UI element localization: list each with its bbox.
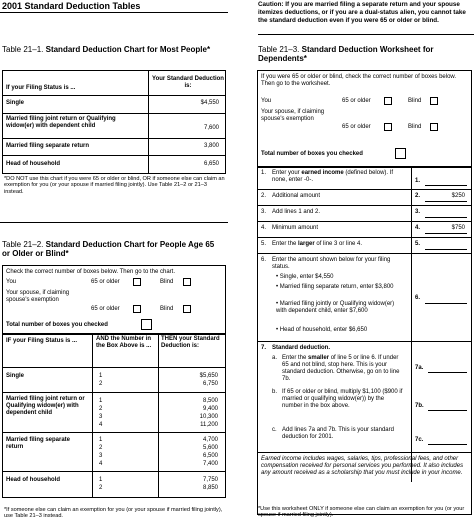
t2-single-n2: 2 xyxy=(99,381,103,387)
t2-joint-a4: 11,200 xyxy=(200,422,218,428)
t3-spouse-blind-label: Blind xyxy=(408,124,422,130)
t2-joint-n1: 1 xyxy=(99,398,103,404)
t3-line5-text xyxy=(272,241,408,248)
t2-total-box[interactable] xyxy=(141,319,152,330)
t2-joint-status: Married filing joint return or Qualifying widow(er) with dependent child xyxy=(6,396,85,416)
t2-hoh-status: Head of household xyxy=(6,477,60,483)
t2-hoh-a2: 8,850 xyxy=(202,485,218,491)
t3-line6-num: 6. xyxy=(261,257,267,263)
table-21-2-title: Standard Deduction Chart for People Age 65 or Older or Blind* xyxy=(2,240,215,259)
table-21-1-footnote: *DO NOT use this chart if you were 65 or older or blind, OR if someone else can claim an exemption for you (or your spouse if married filing jointly). Use Table 21–2 or 21–3 instead. xyxy=(4,176,225,195)
t2-joint-n2: 2 xyxy=(99,406,103,412)
t2-col3-header: THEN your Standard Deduction is: xyxy=(161,336,220,349)
table-21-1-col2-header: Your Standard Deduction is: xyxy=(152,76,224,89)
t3-line7a-ref: 7a. xyxy=(415,365,424,371)
table-21-3-footnote: *Use this worksheet ONLY if someone else can claim an exemption for you (or your spouse if married filing jointly). xyxy=(258,506,465,519)
t3-total-box[interactable] xyxy=(395,148,406,159)
t2-col2-header: AND the Number in the Box Above is ... xyxy=(96,336,152,349)
t3-spouse-age-label: 65 or older xyxy=(342,124,371,130)
t3-line7a-bold: smaller xyxy=(308,355,330,361)
t2-spouse-blind-checkbox[interactable] xyxy=(183,305,191,313)
t3-line2-ref: 2. xyxy=(415,193,421,199)
table-21-1-heading xyxy=(2,45,222,54)
t3-line7c-ref: 7c. xyxy=(415,437,424,443)
t2-col1-header: IF your Filing Status is ... xyxy=(6,338,78,344)
table-21-1 xyxy=(2,70,226,174)
table-21-1-label: Table 21–1. xyxy=(2,45,44,54)
t2-separate-a2: 5,600 xyxy=(202,445,218,451)
t2-single-status: Single xyxy=(6,373,25,379)
t3-line4-num: 4. xyxy=(261,225,267,231)
t2-total-label: Total number of boxes you checked xyxy=(6,322,108,328)
t3-you-blind-checkbox[interactable] xyxy=(430,97,438,105)
table-21-3-heading xyxy=(258,45,472,63)
t2-hoh-n2: 2 xyxy=(99,485,103,491)
t3-line7-title: Standard deduction. xyxy=(272,345,331,351)
t3-line4-ref: 4. xyxy=(415,225,421,231)
t3-line3-text: Add lines 1 and 2. xyxy=(272,209,321,215)
page-title: 2001 Standard Deduction Tables xyxy=(2,1,141,11)
t2-joint-a3: 10,300 xyxy=(199,414,218,420)
t3-line7a-letter: a. xyxy=(272,355,278,361)
t3-line2-text: Additional amount xyxy=(272,193,321,199)
t3-line1-ref: 1. xyxy=(415,178,421,184)
t2-joint-n3: 3 xyxy=(99,414,103,420)
table-21-3-label: Table 21–3. xyxy=(258,45,300,54)
t3-line6-bullet-2-text: Married filing separate return, enter $3,800 xyxy=(279,284,394,290)
t3-line5-bold: larger xyxy=(298,241,315,247)
t3-line7-num: 7. xyxy=(261,345,267,351)
t3-you-blind-label: Blind xyxy=(408,98,422,104)
t2-separate-n4: 4 xyxy=(99,461,103,467)
t3-line7b-text: If 65 or older or blind, multiply $1,100 ($900 if married or qualifying widow(er)) by the number in the box above. xyxy=(282,389,403,409)
t2-joint-n4: 4 xyxy=(99,422,103,428)
t3-line5-pre: Enter the xyxy=(272,241,299,247)
t3-line2-amt: $250 xyxy=(451,193,465,199)
t1-row-joint-amount: 7,600 xyxy=(203,125,219,131)
t3-line4-amt: $750 xyxy=(451,225,465,231)
t2-you-blind-checkbox[interactable] xyxy=(183,278,191,286)
t3-spouse-blind-checkbox[interactable] xyxy=(430,123,438,131)
caution-note: Caution: If you are married filing a separate return and your spouse itemizes deductions, or if you are a dual-status alien, you cannot take the standard deduction even if you were 65 or older or blind. xyxy=(258,1,466,24)
t2-you-label: You xyxy=(6,279,17,285)
t2-spouse-label: Your spouse, if claiming spouse's exemption xyxy=(6,290,70,303)
t3-spouse-label: Your spouse, if claiming spouse's exemption xyxy=(261,109,325,122)
t1-row-separate-status: Married filing separate return xyxy=(6,143,90,149)
t3-line6-bullet-4-text: Head of household, enter $6,650 xyxy=(279,327,368,333)
table-21-2-heading xyxy=(2,240,224,258)
t3-line3-num: 3. xyxy=(261,209,267,215)
t2-separate-n3: 3 xyxy=(99,453,103,459)
t2-separate-a4: 7,400 xyxy=(202,461,218,467)
t3-line7c-text: Add lines 7a and 7b. This is your standard deduction for 2001. xyxy=(282,427,394,440)
table-21-3 xyxy=(257,70,472,515)
t2-single-a2: 6,750 xyxy=(202,381,218,387)
t3-line6-bullet-4: • Head of household, enter $6,650 xyxy=(276,327,368,333)
t2-spouse-blind-label: Blind xyxy=(160,306,174,312)
t2-joint-a1: 8,500 xyxy=(202,398,218,404)
t3-line3-ref: 3. xyxy=(415,209,421,215)
t3-spouse-age-checkbox[interactable] xyxy=(384,123,392,131)
t2-separate-a1: 4,700 xyxy=(202,437,218,443)
t3-line6-bullet-3-text: Married filing jointly or Qualifying widow(er) with dependent child, enter $7,600 xyxy=(276,301,395,314)
t3-instructions: If you were 65 or older or blind, check the correct number of boxes below. Then go to the worksheet. xyxy=(261,74,457,87)
t1-row-single-amount: $4,550 xyxy=(200,100,219,106)
t3-line7b-letter: b. xyxy=(272,389,278,395)
t3-line1-post: (defined below). If none, enter -0-. xyxy=(272,170,394,183)
t3-line6-bullet-1: • Single, enter $4,550 xyxy=(276,274,334,280)
t2-separate-a3: 6,500 xyxy=(202,453,218,459)
t3-line1-bold: earned income xyxy=(301,170,344,176)
t3-line7b-ref: 7b. xyxy=(415,403,424,409)
t2-spouse-age-checkbox[interactable] xyxy=(133,305,141,313)
t3-earned-income-note: Earned income includes wages, salaries, tips, professional fees, and other compensation received for personal services you performed. It also includes any amount received as a scholarship that you must include in your income. xyxy=(261,456,464,476)
t3-line1-text xyxy=(272,170,408,184)
table-21-1-title: Standard Deduction Chart for Most People* xyxy=(45,45,211,54)
t3-line7a-text xyxy=(282,355,406,383)
t2-you-age-label: 65 or older xyxy=(91,279,120,285)
t3-line2-num: 2. xyxy=(261,193,267,199)
t2-instructions: Check the correct number of boxes below. Then go to the chart. xyxy=(6,269,175,275)
t3-line1-pre: Enter your xyxy=(272,170,302,176)
t1-row-hoh-status: Head of household xyxy=(6,161,60,167)
table-21-1-col1-header: If your Filing Status is ... xyxy=(6,85,76,91)
t1-row-single-status: Single xyxy=(6,100,25,106)
table-21-3-title: Standard Deduction Worksheet for Dependents* xyxy=(258,45,434,64)
t2-hoh-a1: 7,750 xyxy=(202,477,218,483)
t3-line4-text: Minimum amount xyxy=(272,225,319,231)
t3-line7a-pre: Enter the xyxy=(282,355,309,361)
t2-separate-status: Married filing separate return xyxy=(6,437,71,450)
t3-line1-num: 1. xyxy=(261,170,267,176)
t2-single-a1: $5,650 xyxy=(199,373,218,379)
t3-you-age-checkbox[interactable] xyxy=(384,97,392,105)
t3-line5-ref: 5. xyxy=(415,241,421,247)
t3-line6-bullet-1-text: Single, enter $4,550 xyxy=(279,274,334,280)
t3-line6-bullet-2: • Married filing separate return, enter $3,800 xyxy=(276,284,394,290)
t2-separate-n1: 1 xyxy=(99,437,103,443)
t2-you-age-checkbox[interactable] xyxy=(133,278,141,286)
t3-line5-num: 5. xyxy=(261,241,267,247)
table-21-2-label: Table 21–2. xyxy=(2,240,44,249)
t3-line7a-post: of line 5 or line 6. If under 65 and not blind, stop here. This is your standard deduction. Otherwise, go on to line 7b. xyxy=(282,355,400,382)
t2-separate-n2: 2 xyxy=(99,445,103,451)
t1-row-hoh-amount: 6,650 xyxy=(203,161,219,167)
table-21-2-footnote: *If someone else can claim an exemption for you (or your spouse if married filing jointly), use Table 21–3 instead. xyxy=(4,507,223,520)
t3-line7c-letter: c. xyxy=(272,427,277,433)
t3-you-label: You xyxy=(261,98,272,104)
t2-single-n1: 1 xyxy=(99,373,103,379)
t3-line6-ref: 6. xyxy=(415,295,421,301)
t3-total-label: Total number of boxes you checked xyxy=(261,151,363,157)
t3-line6-intro: Enter the amount shown below for your filing status. xyxy=(272,257,391,270)
t2-joint-a2: 9,400 xyxy=(202,406,218,412)
t1-row-joint-status: Married filing joint return or Qualifying widow(er) with dependent child xyxy=(6,116,116,129)
t2-spouse-age-label: 65 or older xyxy=(91,306,120,312)
t3-line6-bullet-3: • Married filing jointly or Qualifying widow(er) with dependent child, enter $7,600 xyxy=(276,301,395,314)
t3-line5-post: of line 3 or line 4. xyxy=(314,241,363,247)
t2-you-blind-label: Blind xyxy=(160,279,174,285)
table-21-2 xyxy=(2,265,226,498)
t3-you-age-label: 65 or older xyxy=(342,98,371,104)
t2-hoh-n1: 1 xyxy=(99,477,103,483)
t1-row-separate-amount: 3,800 xyxy=(203,143,219,149)
